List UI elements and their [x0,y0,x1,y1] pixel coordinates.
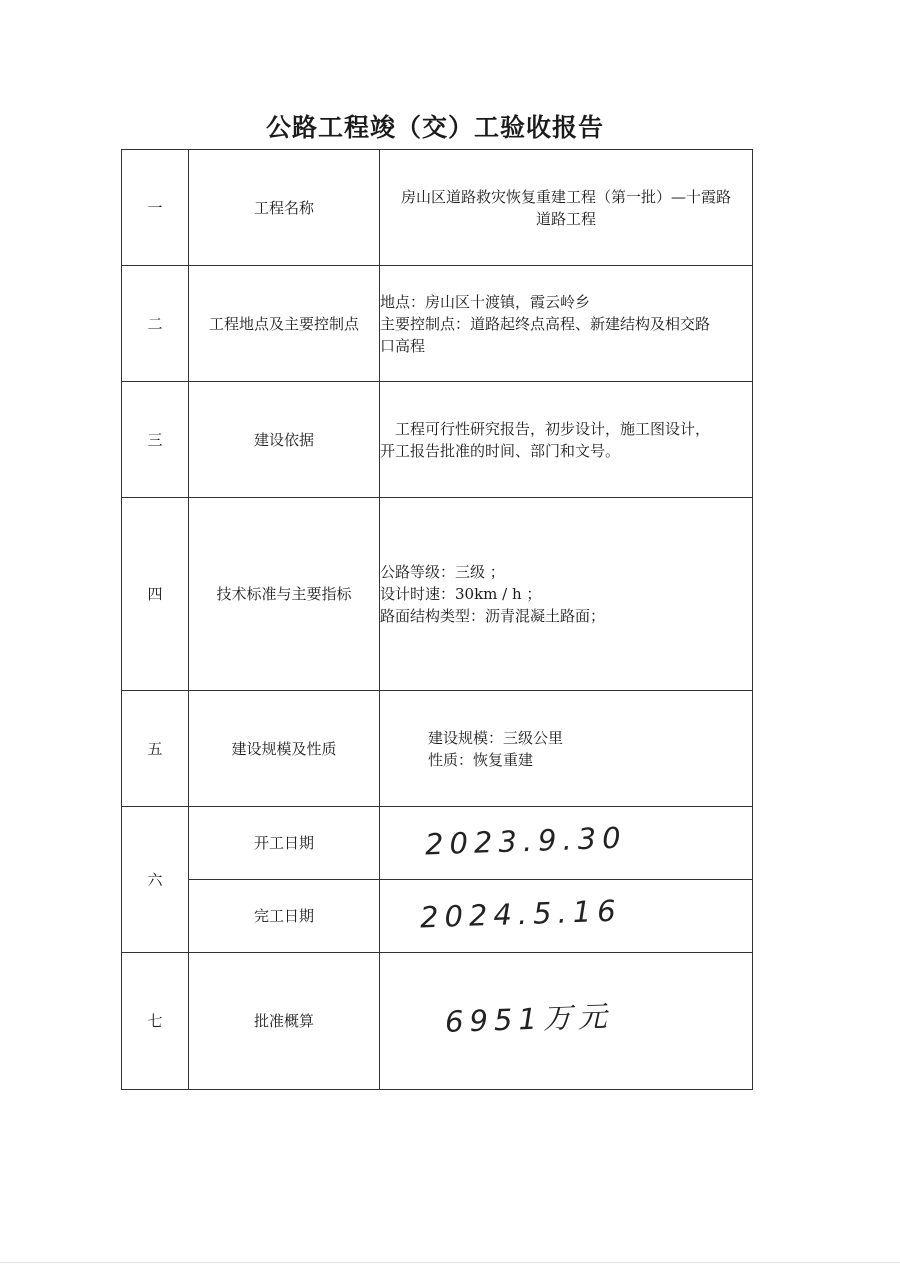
row-label: 建设规模及性质 [189,691,380,807]
row-start-date [122,807,753,880]
value-line: 路面结构类型：沥青混凝土路面； [380,607,606,625]
report-table [121,149,753,1090]
row-label: 完工日期 [189,880,380,953]
row-basis [122,382,753,498]
row-location [122,266,753,382]
handwritten-budget: 6951万元 [444,998,614,1039]
handwritten-start-date: 2023.9.30 [424,819,628,862]
row-value [380,498,753,691]
row-number: 三 [122,382,189,498]
row-value [380,691,753,807]
row-number: 四 [122,498,189,691]
row-value [380,807,753,880]
value-line: 主要控制点：道路起终点高程、新建结构及相交路 [380,314,711,333]
row-number: 二 [122,266,189,382]
row-label: 批准概算 [189,953,380,1090]
row-number: 五 [122,691,189,807]
value-line: 建设规模：三级公里 [428,728,564,747]
row-value [380,150,753,266]
row-scale [122,691,753,807]
row-number: 七 [122,953,189,1090]
value-line: 口高程 [380,336,426,355]
value-line: 性质：恢复重建 [428,750,534,769]
value-line: 开工报告批准的时间、部门和文号。 [380,441,621,460]
row-value [380,382,753,498]
handwritten-end-date: 2024.5.16 [419,892,623,935]
row-label: 建设依据 [189,382,380,498]
row-value [380,953,753,1090]
value-line: 设计时速：30km / h ； [380,585,542,603]
row-number: 一 [122,150,189,266]
value-line: 公路等级：三级 ； [380,563,505,581]
value-line: 道路工程 [535,209,596,228]
document-title: 公路工程竣（交）工验收报告 [265,113,604,142]
row-number: 六 [122,807,189,953]
scan-edge [0,1262,900,1263]
row-value [380,880,753,953]
row-label: 工程名称 [189,150,380,266]
row-end-date [122,880,753,953]
value-line: 地点：房山区十渡镇，霞云岭乡 [380,292,591,311]
value-line: 工程可行性研究报告，初步设计，施工图设计， [395,419,711,438]
row-budget [122,953,753,1090]
row-label: 工程地点及主要控制点 [189,266,380,382]
row-label: 开工日期 [189,807,380,880]
row-project-name [122,150,753,266]
row-standards [122,498,753,691]
row-value [380,266,753,382]
value-line: 房山区道路救灾恢复重建工程（第一批）—十霞路 [400,187,731,206]
row-label: 技术标准与主要指标 [189,498,380,691]
